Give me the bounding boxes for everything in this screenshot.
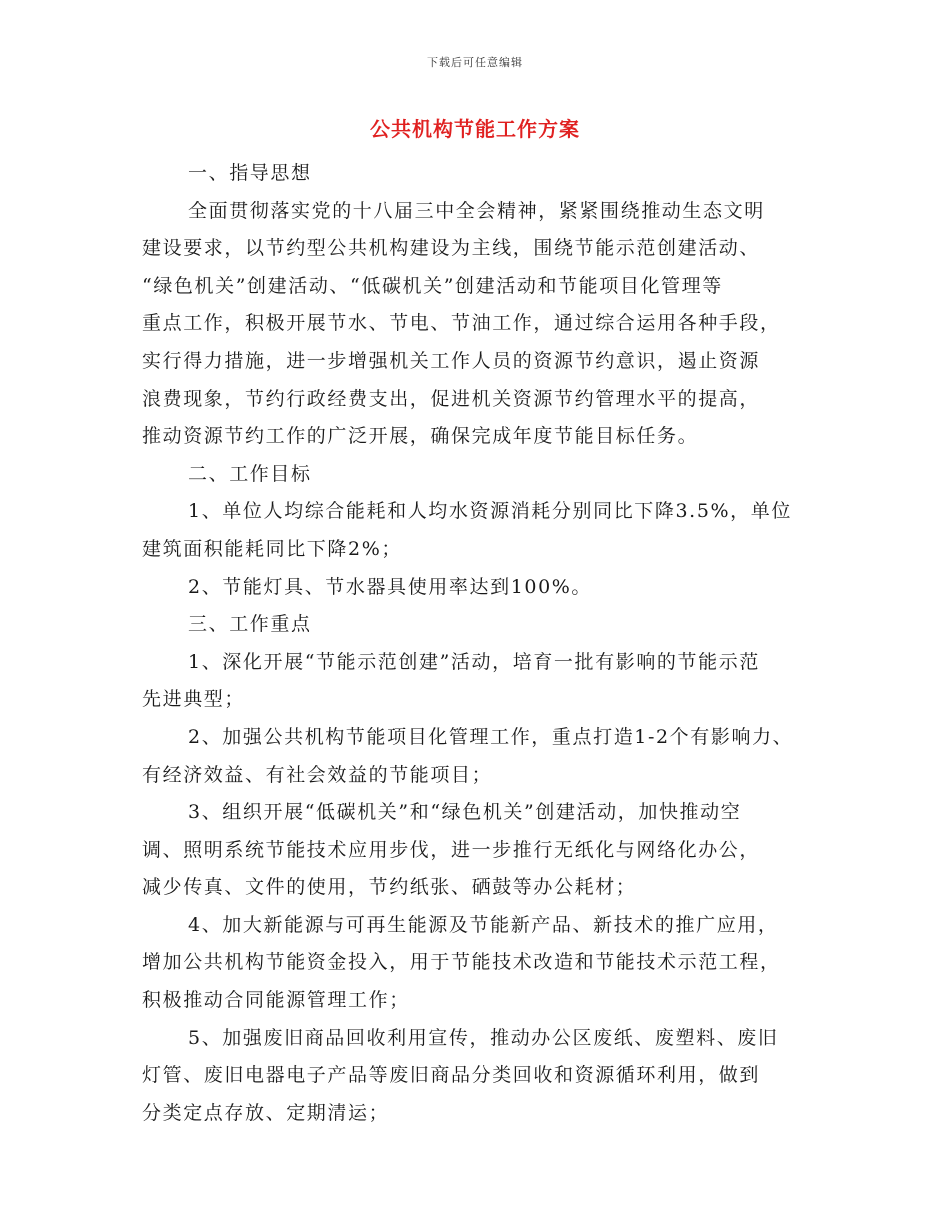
text-line: “绿色机关”创建活动、“低碳机关”创建活动和节能项目化管理等 [142,274,723,297]
text-line: 积极推动合同能源管理工作； [142,989,410,1012]
text-line: 1、深化开展“节能示范创建”活动，培育一批有影响的节能示范 [188,650,760,673]
text-line: 1、单位人均综合能耗和人均水资源消耗分别同比下降3.5%，单位 [188,500,792,523]
text-line: 5、加强废旧商品回收利用宣传，推动办公区废纸、废塑料、废旧 [188,1026,779,1049]
text-line: 减少传真、文件的使用，节约纸张、硒鼓等办公耗材； [142,876,637,899]
text-line: 增加公共机构节能资金投入，用于节能技术改造和节能技术示范工程， [142,951,781,974]
text-line: 推动资源节约工作的广泛开展，确保完成年度节能目标任务。 [142,425,699,448]
text-line: 建设要求，以节约型公共机构建设为主线，围绕节能示范创建活动、 [142,237,761,260]
header-note: 下载后可任意编辑 [427,56,523,69]
text-line: 2、加强公共机构节能项目化管理工作，重点打造1-2个有影响力、 [188,725,794,748]
text-line: 重点工作，积极开展节水、节电、节油工作，通过综合运用各种手段， [142,312,781,335]
document-body [142,155,822,1132]
text-line: 3、组织开展“低碳机关”和“绿色机关”创建活动，加快推动空 [188,801,742,824]
text-line: 分类定点存放、定期清运； [142,1101,390,1124]
text-line: 三、工作重点 [188,613,312,636]
text-line: 4、加大新能源与可再生能源及节能新产品、新技术的推广应用， [188,913,779,936]
text-line: 调、照明系统节能技术应用步伐，进一步推行无纸化与网络化办公， [142,838,761,861]
text-line: 二、工作目标 [188,462,312,485]
text-line: 建筑面积能耗同比下降2%； [142,537,402,560]
text-line: 有经济效益、有社会效益的节能项目； [142,763,493,786]
text-line: 浪费现象，节约行政经费支出，促进机关资源节约管理水平的提高， [142,387,761,410]
document-title: 公共机构节能工作方案 [370,117,580,141]
text-line: 全面贯彻落实党的十八届三中全会精神，紧紧围绕推动生态文明 [188,199,765,222]
text-line: 实行得力措施，进一步增强机关工作人员的资源节约意识，遏止资源 [142,349,761,372]
text-line: 先进典型； [142,688,246,711]
text-line: 一、指导思想 [188,162,312,184]
text-line: 2、节能灯具、节水器具使用率达到100%。 [188,575,593,598]
text-line: 灯管、废旧电器电子产品等废旧商品分类回收和资源循环利用，做到 [142,1064,761,1087]
